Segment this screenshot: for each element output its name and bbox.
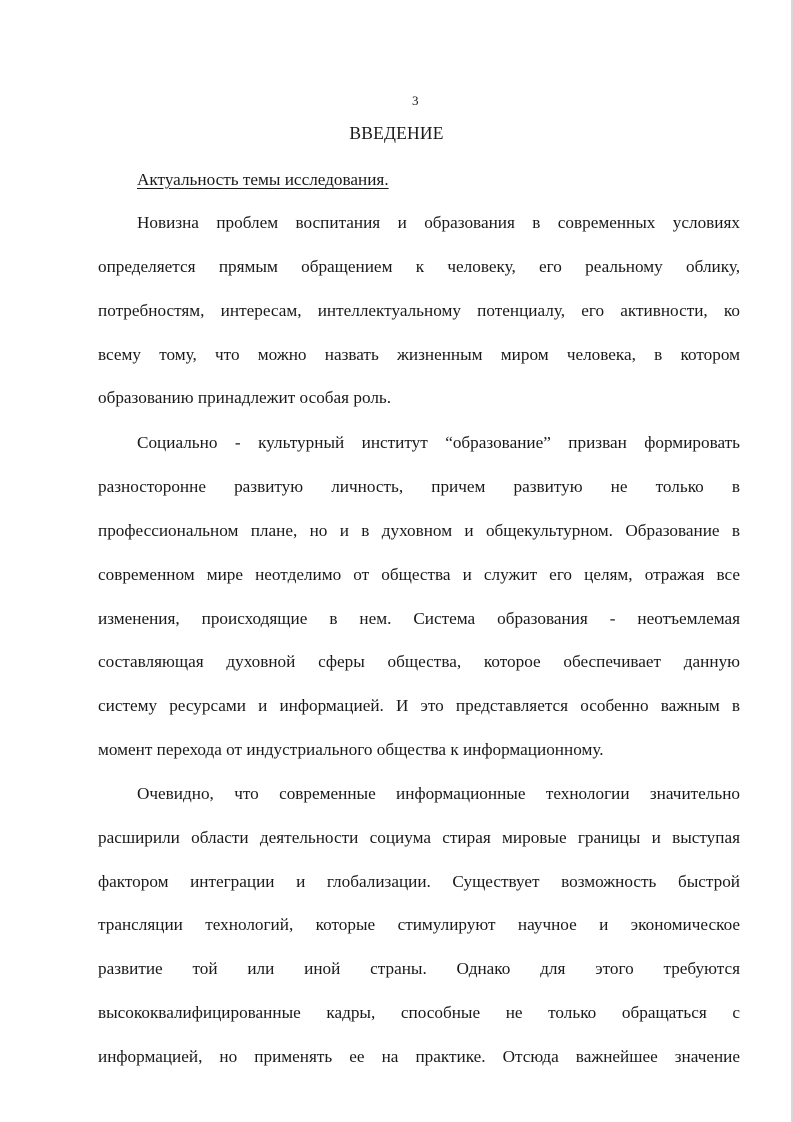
text-line: образованию принадлежит особая роль. — [98, 388, 392, 407]
text-line: современном мире неотделимо от общества и служит его целям, отражая все — [98, 565, 740, 584]
text-line: составляющая духовной сферы общества, которое обеспечивает данную — [98, 652, 740, 671]
text-line: развитие той или иной страны. Однако для этого требуются — [98, 959, 740, 978]
page-title: ВВЕДЕНИЕ — [349, 123, 444, 143]
text-line: момент перехода от индустриального общества к информационному. — [98, 740, 604, 759]
text-line: всему тому, что можно назвать жизненным миром человека, в котором — [98, 345, 740, 364]
page-number: 3 — [412, 93, 419, 108]
text-line: определяется прямым обращением к человеку, его реальному облику, — [98, 257, 740, 276]
text-line: высококвалифицированные кадры, способные не только обращаться с — [98, 1003, 740, 1022]
text-line: расширили области деятельности социума стирая мировые границы и выступая — [98, 828, 740, 847]
text-line: Социально - культурный институт “образование” призван формировать — [137, 433, 740, 452]
text-line: Новизна проблем воспитания и образования в современных условиях — [137, 213, 740, 232]
text-line: потребностям, интересам, интеллектуальному потенциалу, его активности, ко — [98, 301, 740, 320]
text-line: систему ресурсами и информацией. И это представляется особенно важным в — [98, 696, 740, 715]
text-line: изменения, происходящие в нем. Система образования - неотъемлемая — [98, 609, 740, 628]
text-line: трансляции технологий, которые стимулируют научное и экономическое — [98, 915, 740, 934]
text-line: информацией, но применять ее на практике. Отсюда важнейшее значение — [98, 1047, 740, 1066]
text-line: профессиональном плане, но и в духовном и общекультурном. Образование в — [98, 521, 740, 540]
section-heading: Актуальность темы исследования. — [137, 170, 389, 189]
text-line: фактором интеграции и глобализации. Существует возможность быстрой — [98, 872, 740, 891]
text-line: Очевидно, что современные информационные технологии значительно — [137, 784, 740, 803]
text-line: разносторонне развитую личность, причем развитую не только в — [98, 477, 740, 496]
